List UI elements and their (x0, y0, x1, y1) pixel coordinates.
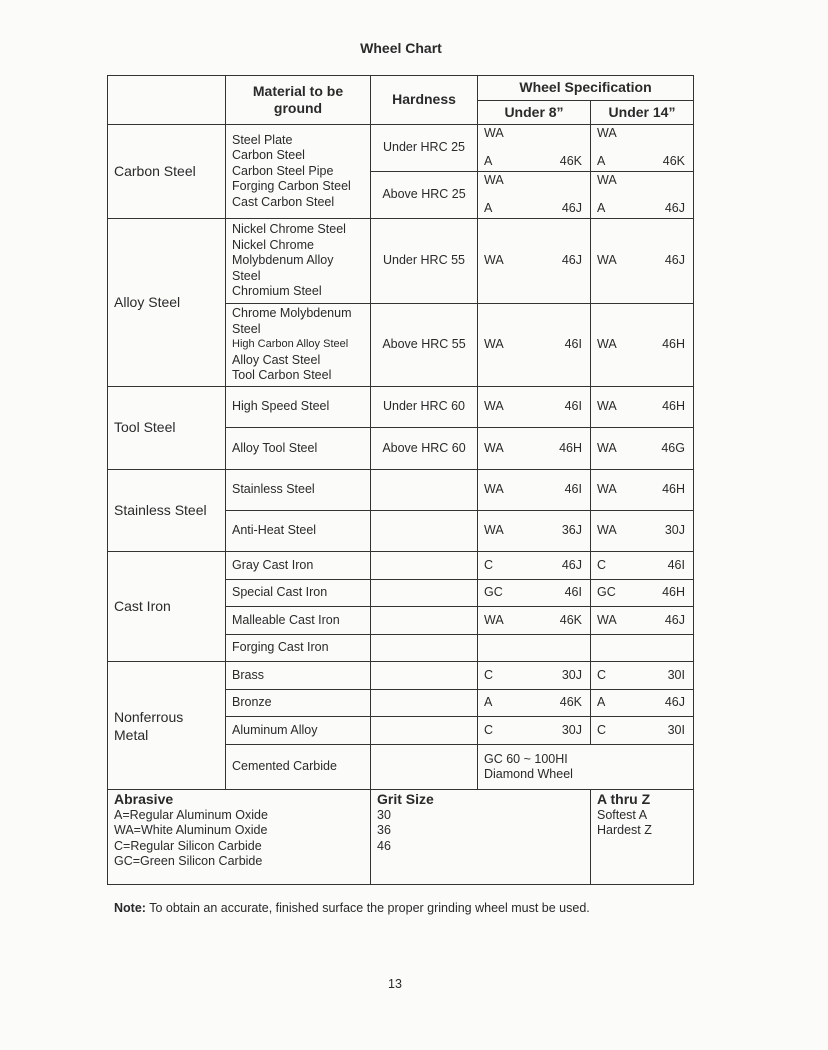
page-title: Wheel Chart (360, 40, 442, 56)
spec-under14 (591, 745, 694, 790)
material-cell: Aluminum Alloy (226, 717, 371, 745)
materials-alloy-steel: Chrome Molybdenum Steel High Carbon Alloy Steel Alloy Cast Steel Tool Carbon Steel (226, 304, 371, 387)
hardness-cell: Above HRC 60 (371, 428, 478, 470)
legend-abrasive: Abrasive A=Regular Aluminum Oxide WA=White Aluminum Oxide C=Regular Silicon Carbide GC=Green Silicon Carbide (108, 790, 371, 885)
hardness-cell: Above HRC 25 (371, 172, 478, 219)
spec-under14: WA 46H (591, 304, 694, 387)
spec-under14: C 30I (591, 717, 694, 745)
material-cell: Malleable Cast Iron (226, 607, 371, 635)
spec-under14: WA 46H (591, 470, 694, 511)
spec-under14: A 46J (591, 690, 694, 717)
page-number: 13 (388, 977, 402, 991)
spec-under8: C 30J (478, 662, 591, 690)
material-cell: Special Cast Iron (226, 580, 371, 607)
hardness-cell (371, 607, 478, 635)
spec-under8: WA 36J (478, 511, 591, 552)
hardness-cell (371, 662, 478, 690)
material-cell: Bronze (226, 690, 371, 717)
spec-under8: WA 46K (478, 607, 591, 635)
hardness-cell (371, 745, 478, 790)
hardness-cell (371, 470, 478, 511)
materials-alloy-steel: Nickel Chrome Steel Nickel Chrome Molybdenum Alloy Steel Chromium Steel (226, 219, 371, 304)
spec-under14: WA 30J (591, 511, 694, 552)
spec-under14: WA 46H (591, 387, 694, 428)
hardness-cell (371, 552, 478, 580)
header-under8: Under 8” (478, 101, 591, 125)
spec-under14: WA A 46J (591, 172, 694, 219)
spec-under14: GC 46H (591, 580, 694, 607)
spec-under8: WA 46H (478, 428, 591, 470)
hardness-cell (371, 690, 478, 717)
material-cell: Forging Cast Iron (226, 635, 371, 662)
spec-under8: GC 60 ~ 100HI Diamond Wheel (478, 745, 591, 790)
legend-grade: A thru Z Softest A Hardest Z (591, 790, 694, 885)
header-hardness: Hardness (371, 76, 478, 125)
material-cell: High Speed Steel (226, 387, 371, 428)
category-tool-steel: Tool Steel (108, 387, 226, 470)
spec-under8: WA 46I (478, 304, 591, 387)
spec-under8 (478, 635, 591, 662)
material-cell: Anti-Heat Steel (226, 511, 371, 552)
spec-under8: GC 46I (478, 580, 591, 607)
hardness-cell (371, 511, 478, 552)
spec-under8: C 30J (478, 717, 591, 745)
hardness-cell (371, 580, 478, 607)
material-cell: Alloy Tool Steel (226, 428, 371, 470)
hardness-cell: Under HRC 55 (371, 219, 478, 304)
note-label: Note: (114, 901, 146, 915)
hardness-cell: Above HRC 55 (371, 304, 478, 387)
hardness-cell: Under HRC 25 (371, 125, 478, 172)
materials-carbon-steel: Steel Plate Carbon Steel Carbon Steel Pipe Forging Carbon Steel Cast Carbon Steel (226, 125, 371, 219)
category-carbon-steel: Carbon Steel (108, 125, 226, 219)
spec-under14: WA A 46K (591, 125, 694, 172)
spec-under8: WA 46J (478, 219, 591, 304)
material-cell: Brass (226, 662, 371, 690)
category-cast-iron: Cast Iron (108, 552, 226, 662)
spec-under8: WA 46I (478, 470, 591, 511)
category-stainless-steel: Stainless Steel (108, 470, 226, 552)
category-alloy-steel: Alloy Steel (108, 219, 226, 387)
spec-under14: WA 46J (591, 219, 694, 304)
spec-under8: WA A 46J (478, 172, 591, 219)
legend-grit-size: Grit Size 30 36 46 (371, 790, 591, 885)
spec-under14: C 46I (591, 552, 694, 580)
spec-under14 (591, 635, 694, 662)
note (114, 901, 590, 915)
spec-under8: WA A 46K (478, 125, 591, 172)
spec-under14: WA 46G (591, 428, 694, 470)
hardness-cell (371, 717, 478, 745)
header-material: Material to be ground (226, 76, 371, 125)
spec-under8: WA 46I (478, 387, 591, 428)
note-text: To obtain an accurate, finished surface the proper grinding wheel must be used. (149, 901, 590, 915)
wheel-chart-table (107, 75, 694, 885)
spec-under14: WA 46J (591, 607, 694, 635)
material-cell: Stainless Steel (226, 470, 371, 511)
header-under14: Under 14” (591, 101, 694, 125)
spec-under8: C 46J (478, 552, 591, 580)
header-category (108, 76, 226, 125)
hardness-cell (371, 635, 478, 662)
material-cell: Gray Cast Iron (226, 552, 371, 580)
spec-under14: C 30I (591, 662, 694, 690)
spec-under8: A 46K (478, 690, 591, 717)
category-nonferrous-metal: Nonferrous Metal (108, 662, 226, 790)
material-cell: Cemented Carbide (226, 745, 371, 790)
header-wheel-spec: Wheel Specification (478, 76, 694, 101)
hardness-cell: Under HRC 60 (371, 387, 478, 428)
